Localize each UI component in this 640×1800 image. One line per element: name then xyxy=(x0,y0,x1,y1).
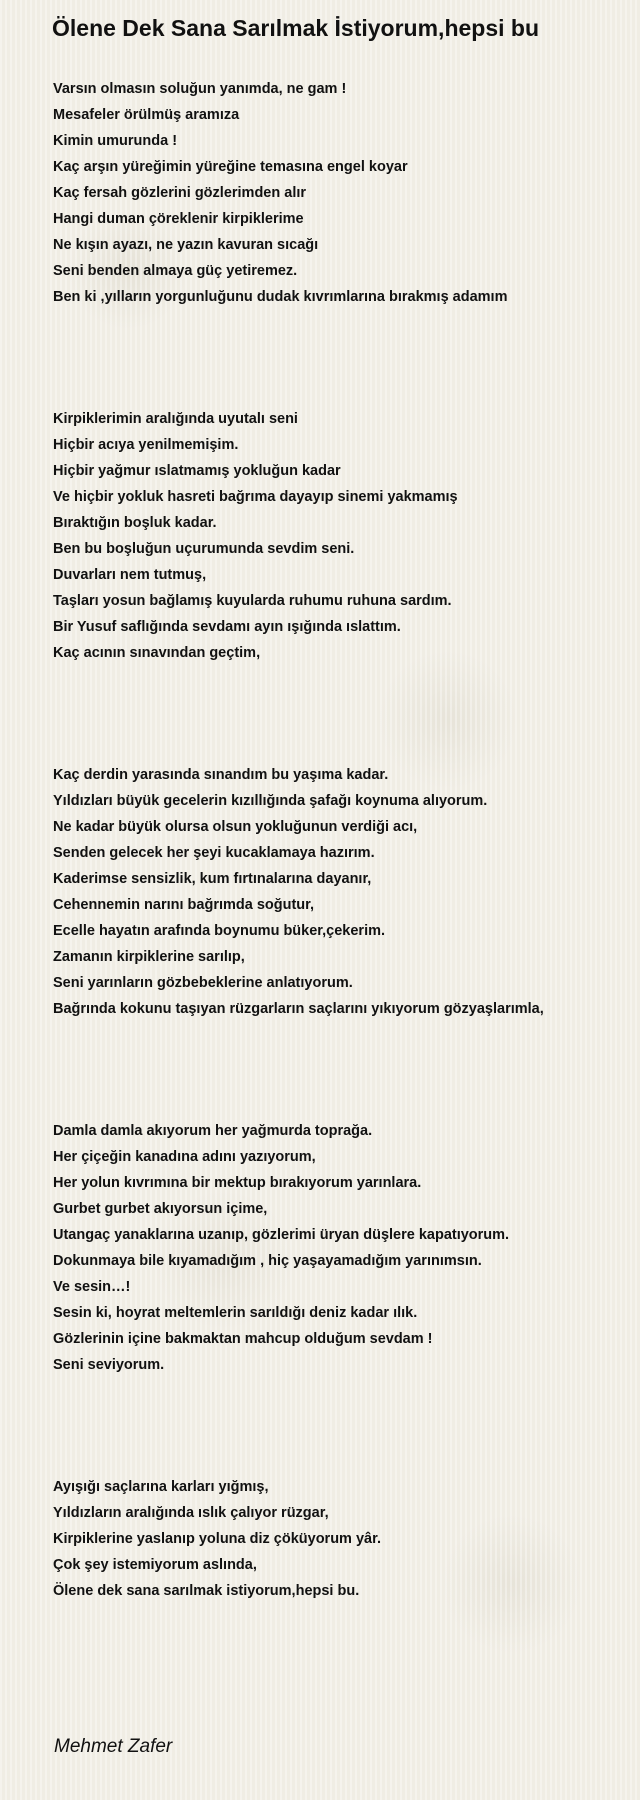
poem-line: Ölene dek sana sarılmak istiyorum,hepsi bu. xyxy=(53,1583,360,1599)
poem-line: Ben ki ,yılların yorgunluğunu dudak kıvrımlarına bırakmış adamım xyxy=(53,289,508,305)
poem-line: Gurbet gurbet akıyorsun içime, xyxy=(53,1201,268,1217)
poem-line: Seni benden almaya güç yetiremez. xyxy=(53,263,298,279)
poem-line: Kirpiklerimin aralığında uyutalı seni xyxy=(53,411,298,427)
poem-line: Kimin umurunda ! xyxy=(53,133,178,149)
poem-stanza xyxy=(53,406,633,666)
poem-stanza xyxy=(53,1474,633,1604)
poem-line: Cehennemin narını bağrımda soğutur, xyxy=(53,897,315,913)
poem-line: Her yolun kıvrımına bir mektup bırakıyorum yarınlara. xyxy=(53,1175,422,1191)
author-name[interactable]: Mehmet Zafer xyxy=(54,1736,173,1757)
poem-line: Yıldızların aralığında ıslık çalıyor rüzgar, xyxy=(53,1505,329,1521)
poem-line: Kaç acının sınavından geçtim, xyxy=(53,645,261,661)
poem-body xyxy=(53,76,633,1700)
poem-line: Taşları yosun bağlamış kuyularda ruhumu ruhuna sardım. xyxy=(53,593,452,609)
poem-line: Yıldızları büyük gecelerin kızıllığında şafağı koynuma alıyorum. xyxy=(53,793,488,809)
poem-line: Kaç fersah gözlerini gözlerimden alır xyxy=(53,185,307,201)
poem-stanza xyxy=(53,762,633,1022)
poem-line: Varsın olmasın soluğun yanımda, ne gam ! xyxy=(53,81,347,97)
poem-line: Kaç arşın yüreğimin yüreğine temasına engel koyar xyxy=(53,159,408,175)
poem-line: Sesin ki, hoyrat meltemlerin sarıldığı deniz kadar ılık. xyxy=(53,1305,418,1321)
poem-line: Ben bu boşluğun uçurumunda sevdim seni. xyxy=(53,541,355,557)
poem-line: Hiçbir acıya yenilmemişim. xyxy=(53,437,239,453)
poem-line: Dokunmaya bile kıyamadığım , hiç yaşayamadığım yarınımsın. xyxy=(53,1253,482,1269)
poem-line: Bıraktığın boşluk kadar. xyxy=(53,515,217,531)
poem-line: Bir Yusuf saflığında sevdamı ayın ışığında ıslattım. xyxy=(53,619,401,635)
poem-line: Ayışığı saçlarına karları yığmış, xyxy=(53,1479,269,1495)
poem-line: Ne kadar büyük olursa olsun yokluğunun verdiği acı, xyxy=(53,819,418,835)
poem-line: Bağrında kokunu taşıyan rüzgarların saçlarını yıkıyorum gözyaşlarımla, xyxy=(53,1001,544,1017)
poem-line: Zamanın kirpiklerine sarılıp, xyxy=(53,949,245,965)
poem-line: Kaderimse sensizlik, kum fırtınalarına dayanır, xyxy=(53,871,372,887)
poem-stanza xyxy=(53,76,633,310)
poem-stanza xyxy=(53,1118,633,1378)
poem-line: Seni seviyorum. xyxy=(53,1357,165,1373)
poem-line: Damla damla akıyorum her yağmurda toprağa. xyxy=(53,1123,373,1139)
poem-line: Hangi duman çöreklenir kirpiklerime xyxy=(53,211,304,227)
poem-line: Duvarları nem tutmuş, xyxy=(53,567,207,583)
poem-line: Seni yarınların gözbebeklerine anlatıyorum. xyxy=(53,975,353,991)
poem-line: Senden gelecek her şeyi kucaklamaya hazırım. xyxy=(53,845,375,861)
poem-line: Utangaç yanaklarına uzanıp, gözlerimi üryan düşlere kapatıyorum. xyxy=(53,1227,510,1243)
poem-line: Ve sesin…! xyxy=(53,1279,131,1295)
poem-line: Gözlerinin içine bakmaktan mahcup olduğum sevdam ! xyxy=(53,1331,433,1347)
poem-line: Çok şey istemiyorum aslında, xyxy=(53,1557,257,1573)
poem-line: Kirpiklerine yaslanıp yoluna diz çöküyorum yâr. xyxy=(53,1531,381,1547)
poem-line: Mesafeler örülmüş aramıza xyxy=(53,107,240,123)
poem-title: Ölene Dek Sana Sarılmak İstiyorum,hepsi bu xyxy=(52,15,540,41)
poem-line: Kaç derdin yarasında sınandım bu yaşıma kadar. xyxy=(53,767,389,783)
poem-line: Ecelle hayatın arafında boynumu büker,çekerim. xyxy=(53,923,386,939)
poem-line: Her çiçeğin kanadına adını yazıyorum, xyxy=(53,1149,316,1165)
poem-line: Ve hiçbir yokluk hasreti bağrıma dayayıp sinemi yakmamış xyxy=(53,489,458,505)
poem-line: Ne kışın ayazı, ne yazın kavuran sıcağı xyxy=(53,237,319,253)
poem-line: Hiçbir yağmur ıslatmamış yokluğun kadar xyxy=(53,463,341,479)
